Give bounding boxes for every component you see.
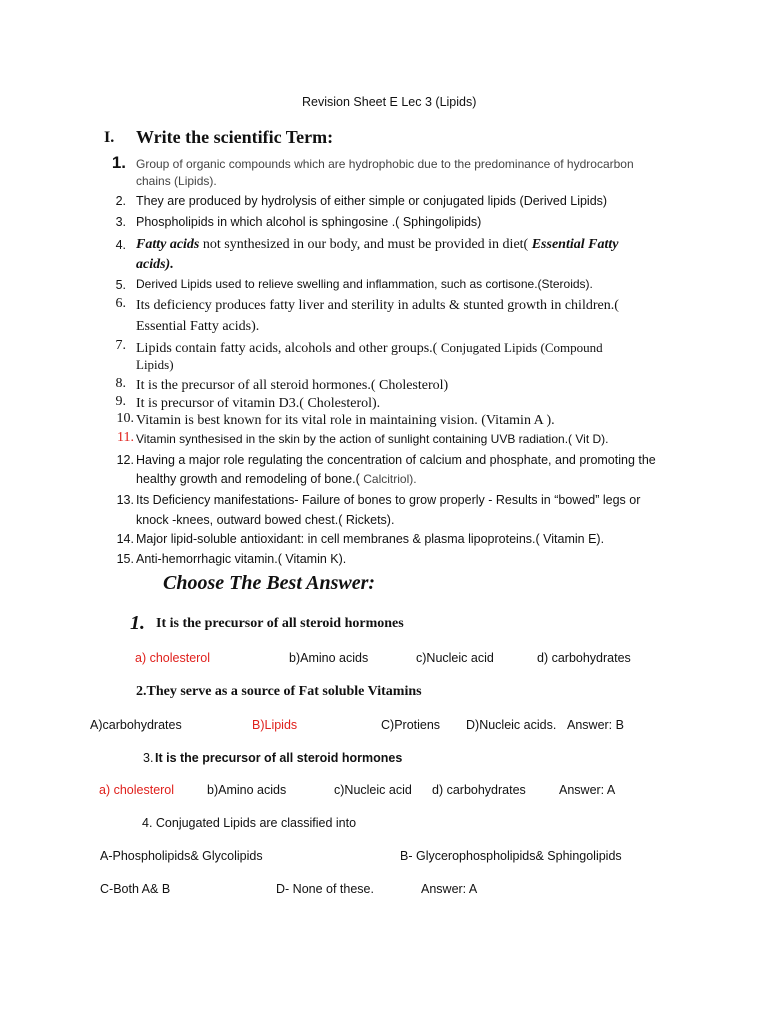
term-answer: acids). [136, 257, 174, 272]
section-heading: Choose The Best Answer: [163, 572, 376, 594]
answer-label: Answer: B [567, 718, 624, 732]
list-item-number: 10. [116, 411, 134, 426]
list-item-text: Its Deficiency manifestations- Failure of bones to grow properly - Results in “bowed” legs or [136, 493, 641, 507]
section-numeral: I. [104, 129, 115, 146]
list-item-number: 3. [115, 215, 126, 229]
option[interactable]: C-Both A& B [100, 882, 171, 896]
list-item-text: Its deficiency produces fatty liver and sterility in adults & stunted growth in children.( [136, 298, 619, 313]
list-item-text [136, 338, 603, 358]
list-item-text [136, 470, 417, 488]
list-item-number: 9. [115, 394, 126, 409]
option[interactable]: C)Protiens [381, 718, 441, 732]
list-item-text: Vitamin is best known for its vital role in maintaining vision. (Vitamin A ). [136, 413, 555, 428]
term-answer: Essential Fatty [531, 237, 619, 252]
question-number: 1. [130, 612, 145, 634]
list-item-text: Group of organic compounds which are hydrophobic due to the predominance of hydrocarbon [136, 157, 634, 171]
option[interactable]: c)Nucleic acid [334, 783, 412, 797]
option[interactable]: c)Nucleic acid [416, 651, 494, 665]
list-item-number: 4. [115, 238, 126, 252]
list-item-text [136, 235, 618, 254]
list-item-text: Essential Fatty acids). [136, 319, 260, 334]
list-item-number: 6. [115, 296, 126, 311]
list-item-text: Derived Lipids used to relieve swelling and inflammation, such as cortisone.(Steroids). [136, 277, 593, 291]
list-item-number: 2. [115, 194, 126, 208]
list-item-body: Lipids contain fatty acids, alcohols and other groups.( [136, 341, 441, 356]
option[interactable]: d) carbohydrates [537, 651, 631, 665]
list-item-body: not synthesized in our body, and must be provided in diet( [199, 237, 532, 252]
list-item-number: 15. [116, 552, 134, 566]
term-emphasis: Fatty acids [136, 237, 200, 252]
question-number: 3. [143, 751, 154, 765]
list-item-number: 12. [116, 453, 134, 467]
list-item-text: Having a major role regulating the concentration of calcium and phosphate, and promoting the [136, 453, 656, 467]
list-item-number: 13. [116, 493, 134, 507]
list-item-text: Anti-hemorrhagic vitamin.( Vitamin K). [136, 552, 347, 566]
list-item-text: Lipids) [136, 357, 174, 372]
page-title: Revision Sheet E Lec 3 (Lipids) [302, 95, 477, 109]
option[interactable]: B- Glycerophospholipids& Sphingolipids [400, 849, 622, 863]
list-item-text: Major lipid-soluble antioxidant: in cell membranes & plasma lipoproteins.( Vitamin E). [136, 532, 605, 546]
list-item-text: They are produced by hydrolysis of either simple or conjugated lipids (Derived Lipids) [136, 194, 608, 208]
option[interactable]: D- None of these. [276, 882, 374, 896]
question-text: It is the precursor of all steroid hormones [156, 616, 404, 631]
option-correct[interactable]: B)Lipids [252, 718, 298, 732]
option-correct[interactable]: a) cholesterol [135, 651, 211, 665]
list-item-text: chains (Lipids). [136, 174, 217, 188]
answer-label: Answer: A [559, 783, 616, 797]
section-heading: Write the scientific Term: [136, 127, 334, 147]
list-item-text: knock -knees, outward bowed chest.( Rickets). [136, 513, 395, 527]
option[interactable]: A)carbohydrates [90, 718, 182, 732]
term-answer: Conjugated Lipids (Compound [440, 340, 603, 355]
term-answer: Calcitriol). [363, 472, 417, 486]
list-item-number: 8. [115, 376, 126, 391]
list-item-body: healthy growth and remodeling of bone.( [136, 472, 364, 486]
option[interactable]: d) carbohydrates [432, 783, 526, 797]
list-item-text: It is the precursor of all steroid hormones.( Cholesterol) [136, 378, 449, 393]
list-item-number: 11. [117, 430, 134, 445]
list-item-number: 14. [116, 532, 134, 546]
list-item-number: 5. [115, 278, 126, 292]
question-text: 2.They serve as a source of Fat soluble Vitamins [136, 684, 422, 699]
option-correct[interactable]: a) cholesterol [99, 783, 175, 797]
list-item-number: 7. [115, 338, 126, 353]
list-item-text: Vitamin synthesised in the skin by the action of sunlight containing UVB radiation.( Vit D). [136, 432, 609, 446]
option[interactable]: b)Amino acids [289, 651, 369, 665]
question-text: It is the precursor of all steroid hormones [155, 751, 403, 765]
option[interactable]: D)Nucleic acids. [466, 718, 557, 732]
list-item-text: Phospholipids in which alcohol is sphingosine .( Sphingolipids) [136, 215, 482, 229]
option[interactable]: b)Amino acids [207, 783, 287, 797]
list-item-number: 1. [111, 153, 126, 172]
list-item-text: It is precursor of vitamin D3.( Cholesterol). [136, 396, 381, 411]
answer-label: Answer: A [421, 882, 478, 896]
question-text: 4. Conjugated Lipids are classified into [142, 816, 357, 830]
option[interactable]: A-Phospholipids& Glycolipids [100, 849, 263, 863]
